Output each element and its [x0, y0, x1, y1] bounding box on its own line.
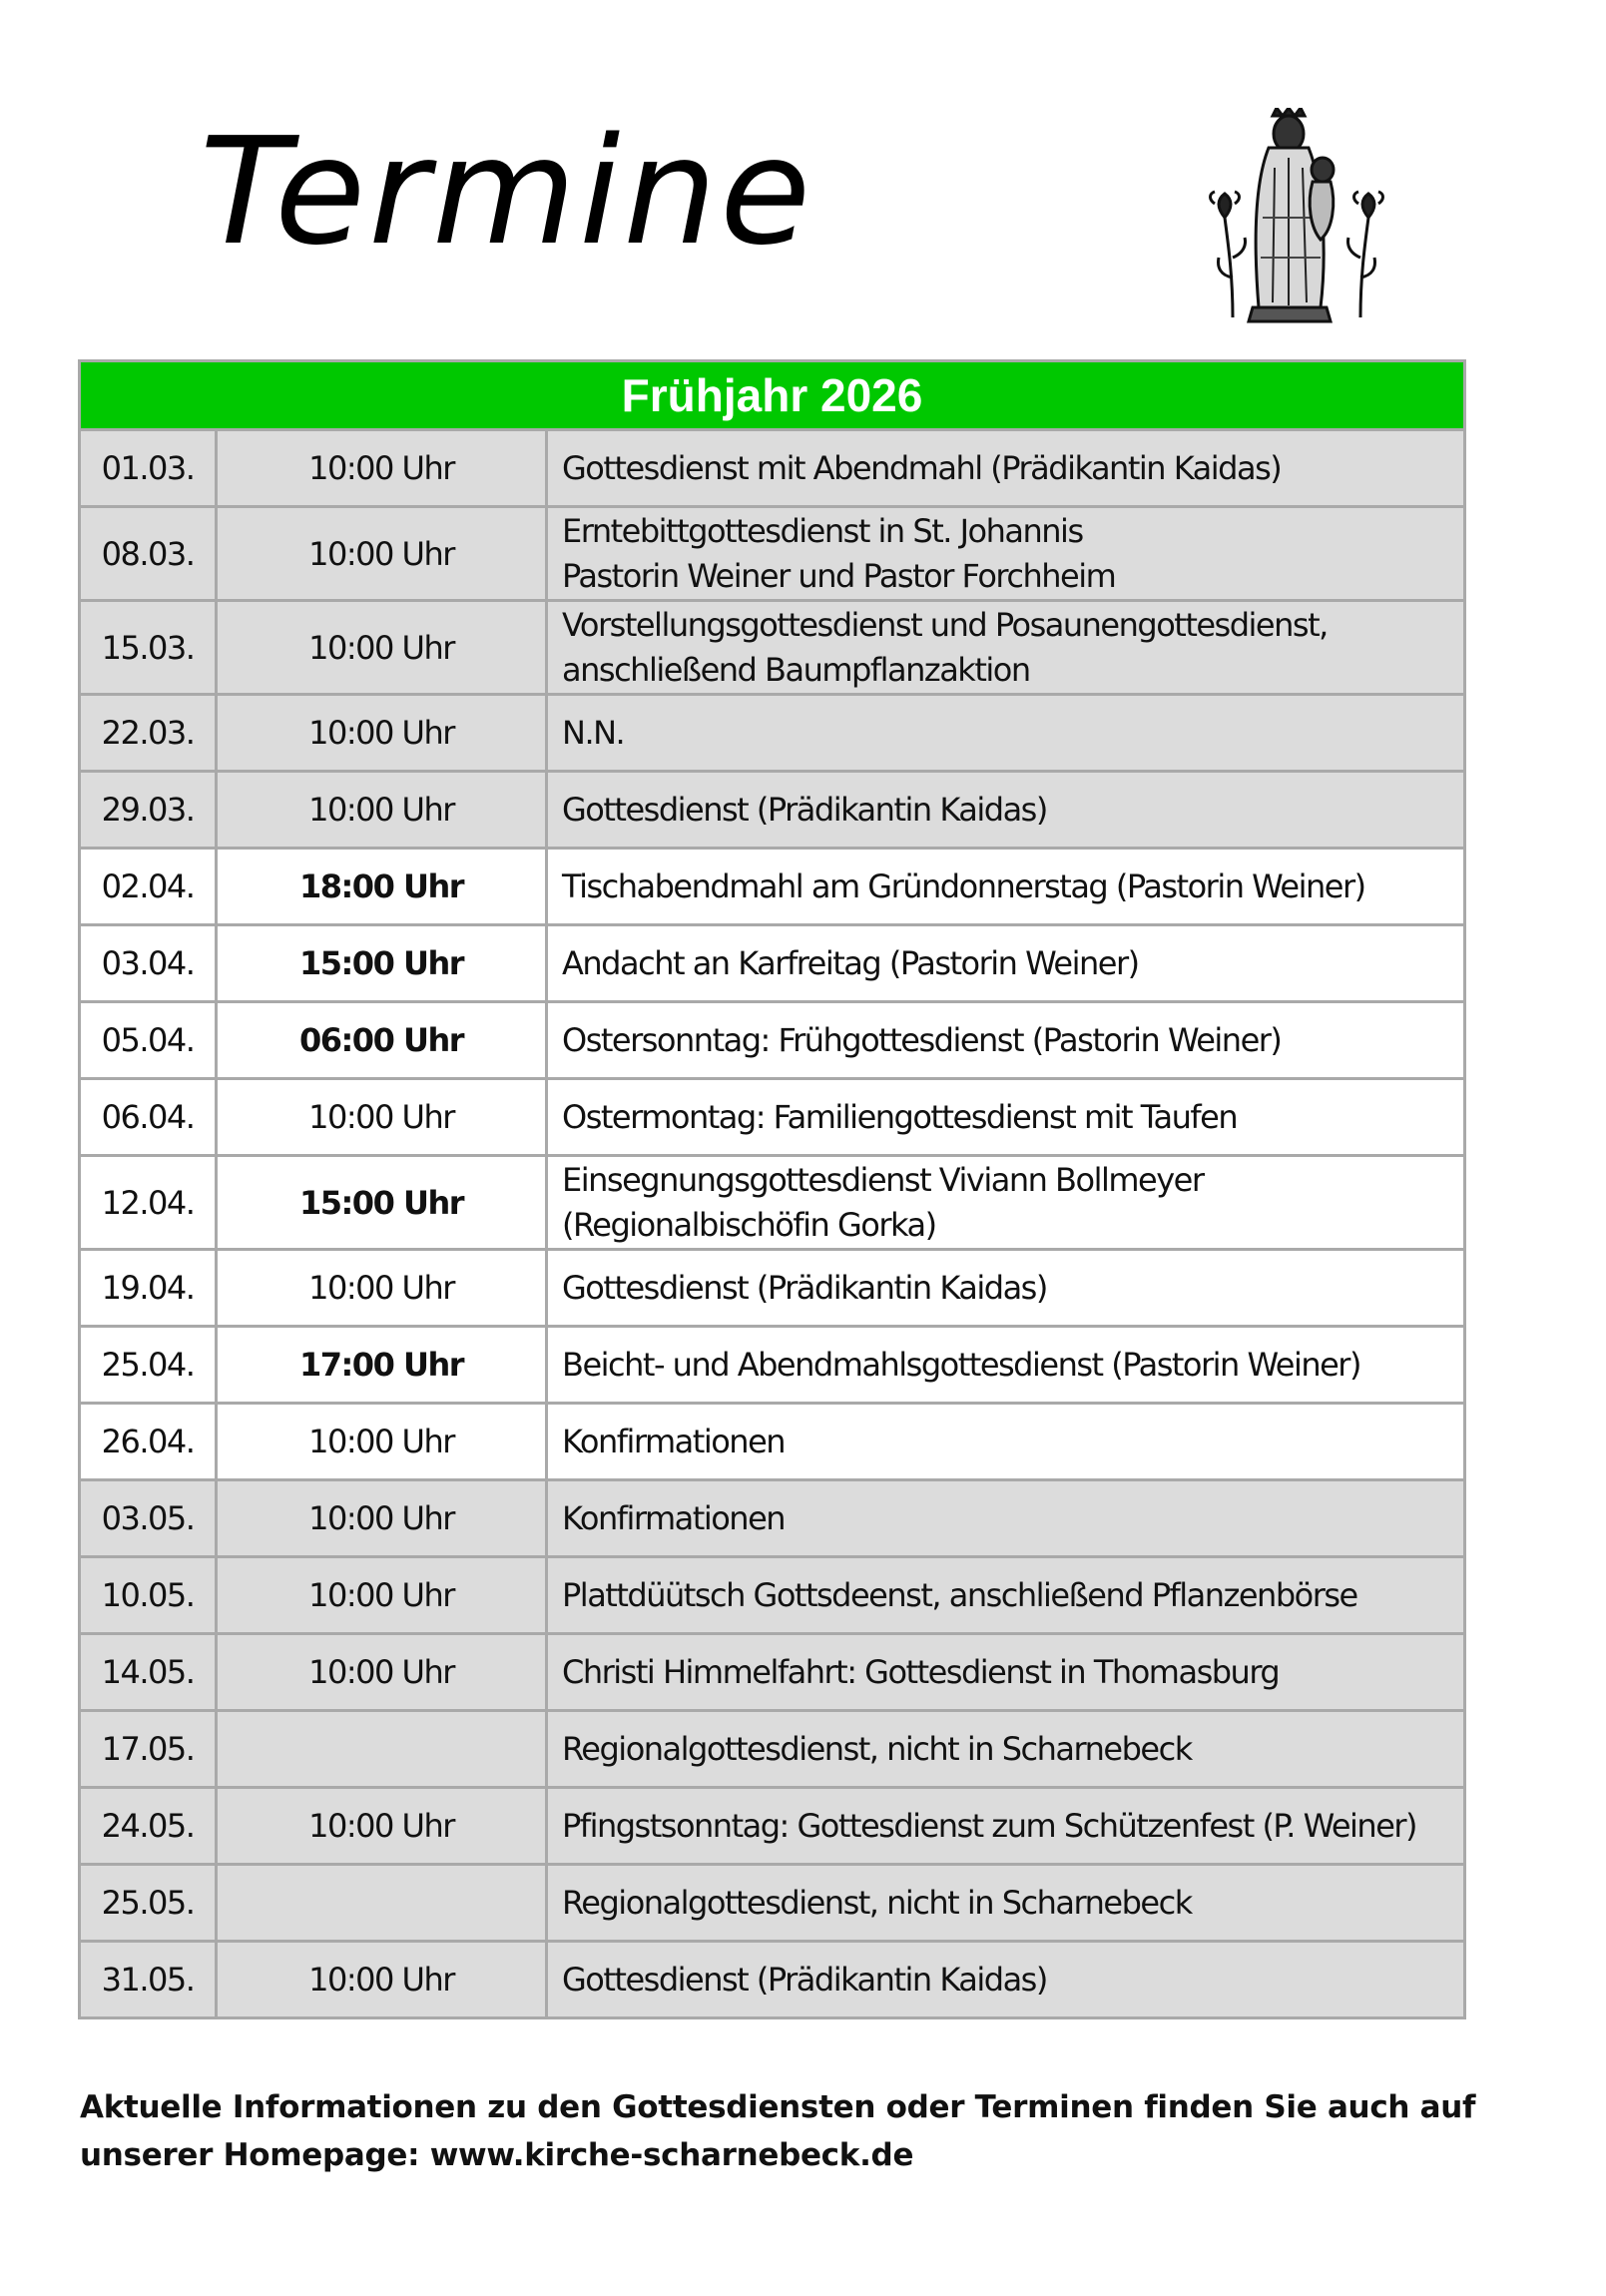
description-line: anschließend Baumpflanzaktion — [562, 650, 1030, 689]
description-cell — [547, 1480, 1465, 1557]
date-cell: 25.05. — [80, 1865, 217, 1942]
description-line: Pfingstsonntag: Gottesdienst zum Schützenfest (P. Weiner) — [562, 1806, 1417, 1845]
time-cell: 10:00 Uhr — [217, 601, 547, 695]
footer-line-1: Aktuelle Informationen zu den Gottesdiensten oder Terminen finden Sie auch auf — [80, 2089, 1476, 2125]
date-cell: 24.05. — [80, 1788, 217, 1865]
table-row — [80, 1634, 1465, 1711]
date-cell: 12.04. — [80, 1156, 217, 1250]
table-row — [80, 1942, 1465, 2018]
description-line: Gottesdienst (Prädikantin Kaidas) — [562, 790, 1047, 829]
description-line: Pastorin Weiner und Pastor Forchheim — [562, 556, 1116, 595]
date-cell: 10.05. — [80, 1557, 217, 1634]
date-cell: 25.04. — [80, 1327, 217, 1404]
time-cell: 10:00 Uhr — [217, 1788, 547, 1865]
time-cell: 10:00 Uhr — [217, 1634, 547, 1711]
table-row — [80, 1711, 1465, 1788]
description-line: Einsegnungsgottesdienst Viviann Bollmeyer — [562, 1160, 1204, 1199]
time-cell — [217, 1711, 547, 1788]
description-cell — [547, 925, 1465, 1002]
description-line: Gottesdienst (Prädikantin Kaidas) — [562, 1268, 1047, 1307]
date-cell: 05.04. — [80, 1002, 217, 1079]
description-line: Andacht an Karfreitag (Pastorin Weiner) — [562, 943, 1139, 982]
date-cell: 22.03. — [80, 695, 217, 772]
time-cell: 18:00 Uhr — [217, 849, 547, 925]
description-cell — [547, 1079, 1465, 1156]
description-cell — [547, 1942, 1465, 2018]
time-cell: 15:00 Uhr — [217, 925, 547, 1002]
table-row — [80, 772, 1465, 849]
table-row — [80, 1002, 1465, 1079]
description-cell — [547, 507, 1465, 601]
time-cell: 10:00 Uhr — [217, 1942, 547, 2018]
description-cell — [547, 1327, 1465, 1404]
time-cell: 10:00 Uhr — [217, 507, 547, 601]
table-row — [80, 1156, 1465, 1250]
table-row — [80, 1327, 1465, 1404]
description-line: Ostersonntag: Frühgottesdienst (Pastorin Weiner) — [562, 1020, 1282, 1059]
description-line: Regionalgottesdienst, nicht in Scharnebeck — [562, 1883, 1192, 1922]
date-cell: 08.03. — [80, 507, 217, 601]
table-row — [80, 507, 1465, 601]
footer-line-2: unserer Homepage: www.kirche-scharnebeck.de — [80, 2137, 914, 2173]
time-cell — [217, 1865, 547, 1942]
time-cell: 10:00 Uhr — [217, 772, 547, 849]
table-row — [80, 925, 1465, 1002]
table-row — [80, 695, 1465, 772]
time-cell: 10:00 Uhr — [217, 1404, 547, 1480]
time-cell: 10:00 Uhr — [217, 1557, 547, 1634]
description-cell — [547, 1557, 1465, 1634]
description-line: Vorstellungsgottesdienst und Posaunengottesdienst, — [562, 605, 1328, 644]
date-cell: 03.05. — [80, 1480, 217, 1557]
time-cell: 17:00 Uhr — [217, 1327, 547, 1404]
schedule-rows — [80, 430, 1465, 2018]
description-line: N.N. — [562, 713, 625, 752]
description-line: Regionalgottesdienst, nicht in Scharnebeck — [562, 1729, 1192, 1768]
table-row — [80, 1480, 1465, 1557]
table-row — [80, 1788, 1465, 1865]
table-row — [80, 1250, 1465, 1327]
date-cell: 15.03. — [80, 601, 217, 695]
description-line: Konfirmationen — [562, 1498, 786, 1537]
madonna-with-child-icon — [1203, 108, 1392, 337]
date-cell: 14.05. — [80, 1634, 217, 1711]
description-line: Beicht- und Abendmahlsgottesdienst (Pastorin Weiner) — [562, 1345, 1360, 1384]
description-cell — [547, 430, 1465, 507]
time-cell: 06:00 Uhr — [217, 1002, 547, 1079]
table-heading: Frühjahr 2026 — [80, 361, 1465, 430]
description-cell — [547, 772, 1465, 849]
date-cell: 03.04. — [80, 925, 217, 1002]
description-cell — [547, 849, 1465, 925]
date-cell: 31.05. — [80, 1942, 217, 2018]
description-line: Gottesdienst mit Abendmahl (Prädikantin Kaidas) — [562, 448, 1282, 487]
description-cell — [547, 1250, 1465, 1327]
description-line: Konfirmationen — [562, 1422, 786, 1460]
description-line: Tischabendmahl am Gründonnerstag (Pastorin Weiner) — [562, 866, 1365, 905]
date-cell: 29.03. — [80, 772, 217, 849]
description-cell — [547, 1788, 1465, 1865]
description-line: (Regionalbischöfin Gorka) — [562, 1205, 936, 1244]
date-cell: 06.04. — [80, 1079, 217, 1156]
description-line: Christi Himmelfahrt: Gottesdienst in Thomasburg — [562, 1652, 1280, 1691]
date-cell: 19.04. — [80, 1250, 217, 1327]
time-cell: 10:00 Uhr — [217, 1079, 547, 1156]
table-row — [80, 601, 1465, 695]
time-cell: 10:00 Uhr — [217, 1480, 547, 1557]
date-cell: 26.04. — [80, 1404, 217, 1480]
table-row — [80, 1865, 1465, 1942]
footer-note — [80, 2083, 1477, 2179]
description-line: Ostermontag: Familiengottesdienst mit Taufen — [562, 1097, 1238, 1136]
table-row — [80, 849, 1465, 925]
page-title: Termine — [200, 106, 814, 278]
description-line: Erntebittgottesdienst in St. Johannis — [562, 511, 1083, 550]
description-line: Plattdüütsch Gottsdeenst, anschließend Pflanzenbörse — [562, 1575, 1357, 1614]
time-cell: 10:00 Uhr — [217, 695, 547, 772]
description-cell — [547, 601, 1465, 695]
description-cell — [547, 1634, 1465, 1711]
schedule-table — [78, 359, 1466, 2019]
time-cell: 10:00 Uhr — [217, 1250, 547, 1327]
date-cell: 17.05. — [80, 1711, 217, 1788]
table-row — [80, 1404, 1465, 1480]
table-row — [80, 430, 1465, 507]
description-cell — [547, 1404, 1465, 1480]
time-cell: 15:00 Uhr — [217, 1156, 547, 1250]
description-cell — [547, 1002, 1465, 1079]
date-cell: 02.04. — [80, 849, 217, 925]
description-cell — [547, 695, 1465, 772]
description-line: Gottesdienst (Prädikantin Kaidas) — [562, 1960, 1047, 1999]
table-row — [80, 1079, 1465, 1156]
table-row — [80, 1557, 1465, 1634]
description-cell — [547, 1865, 1465, 1942]
description-cell — [547, 1156, 1465, 1250]
time-cell: 10:00 Uhr — [217, 430, 547, 507]
description-cell — [547, 1711, 1465, 1788]
date-cell: 01.03. — [80, 430, 217, 507]
